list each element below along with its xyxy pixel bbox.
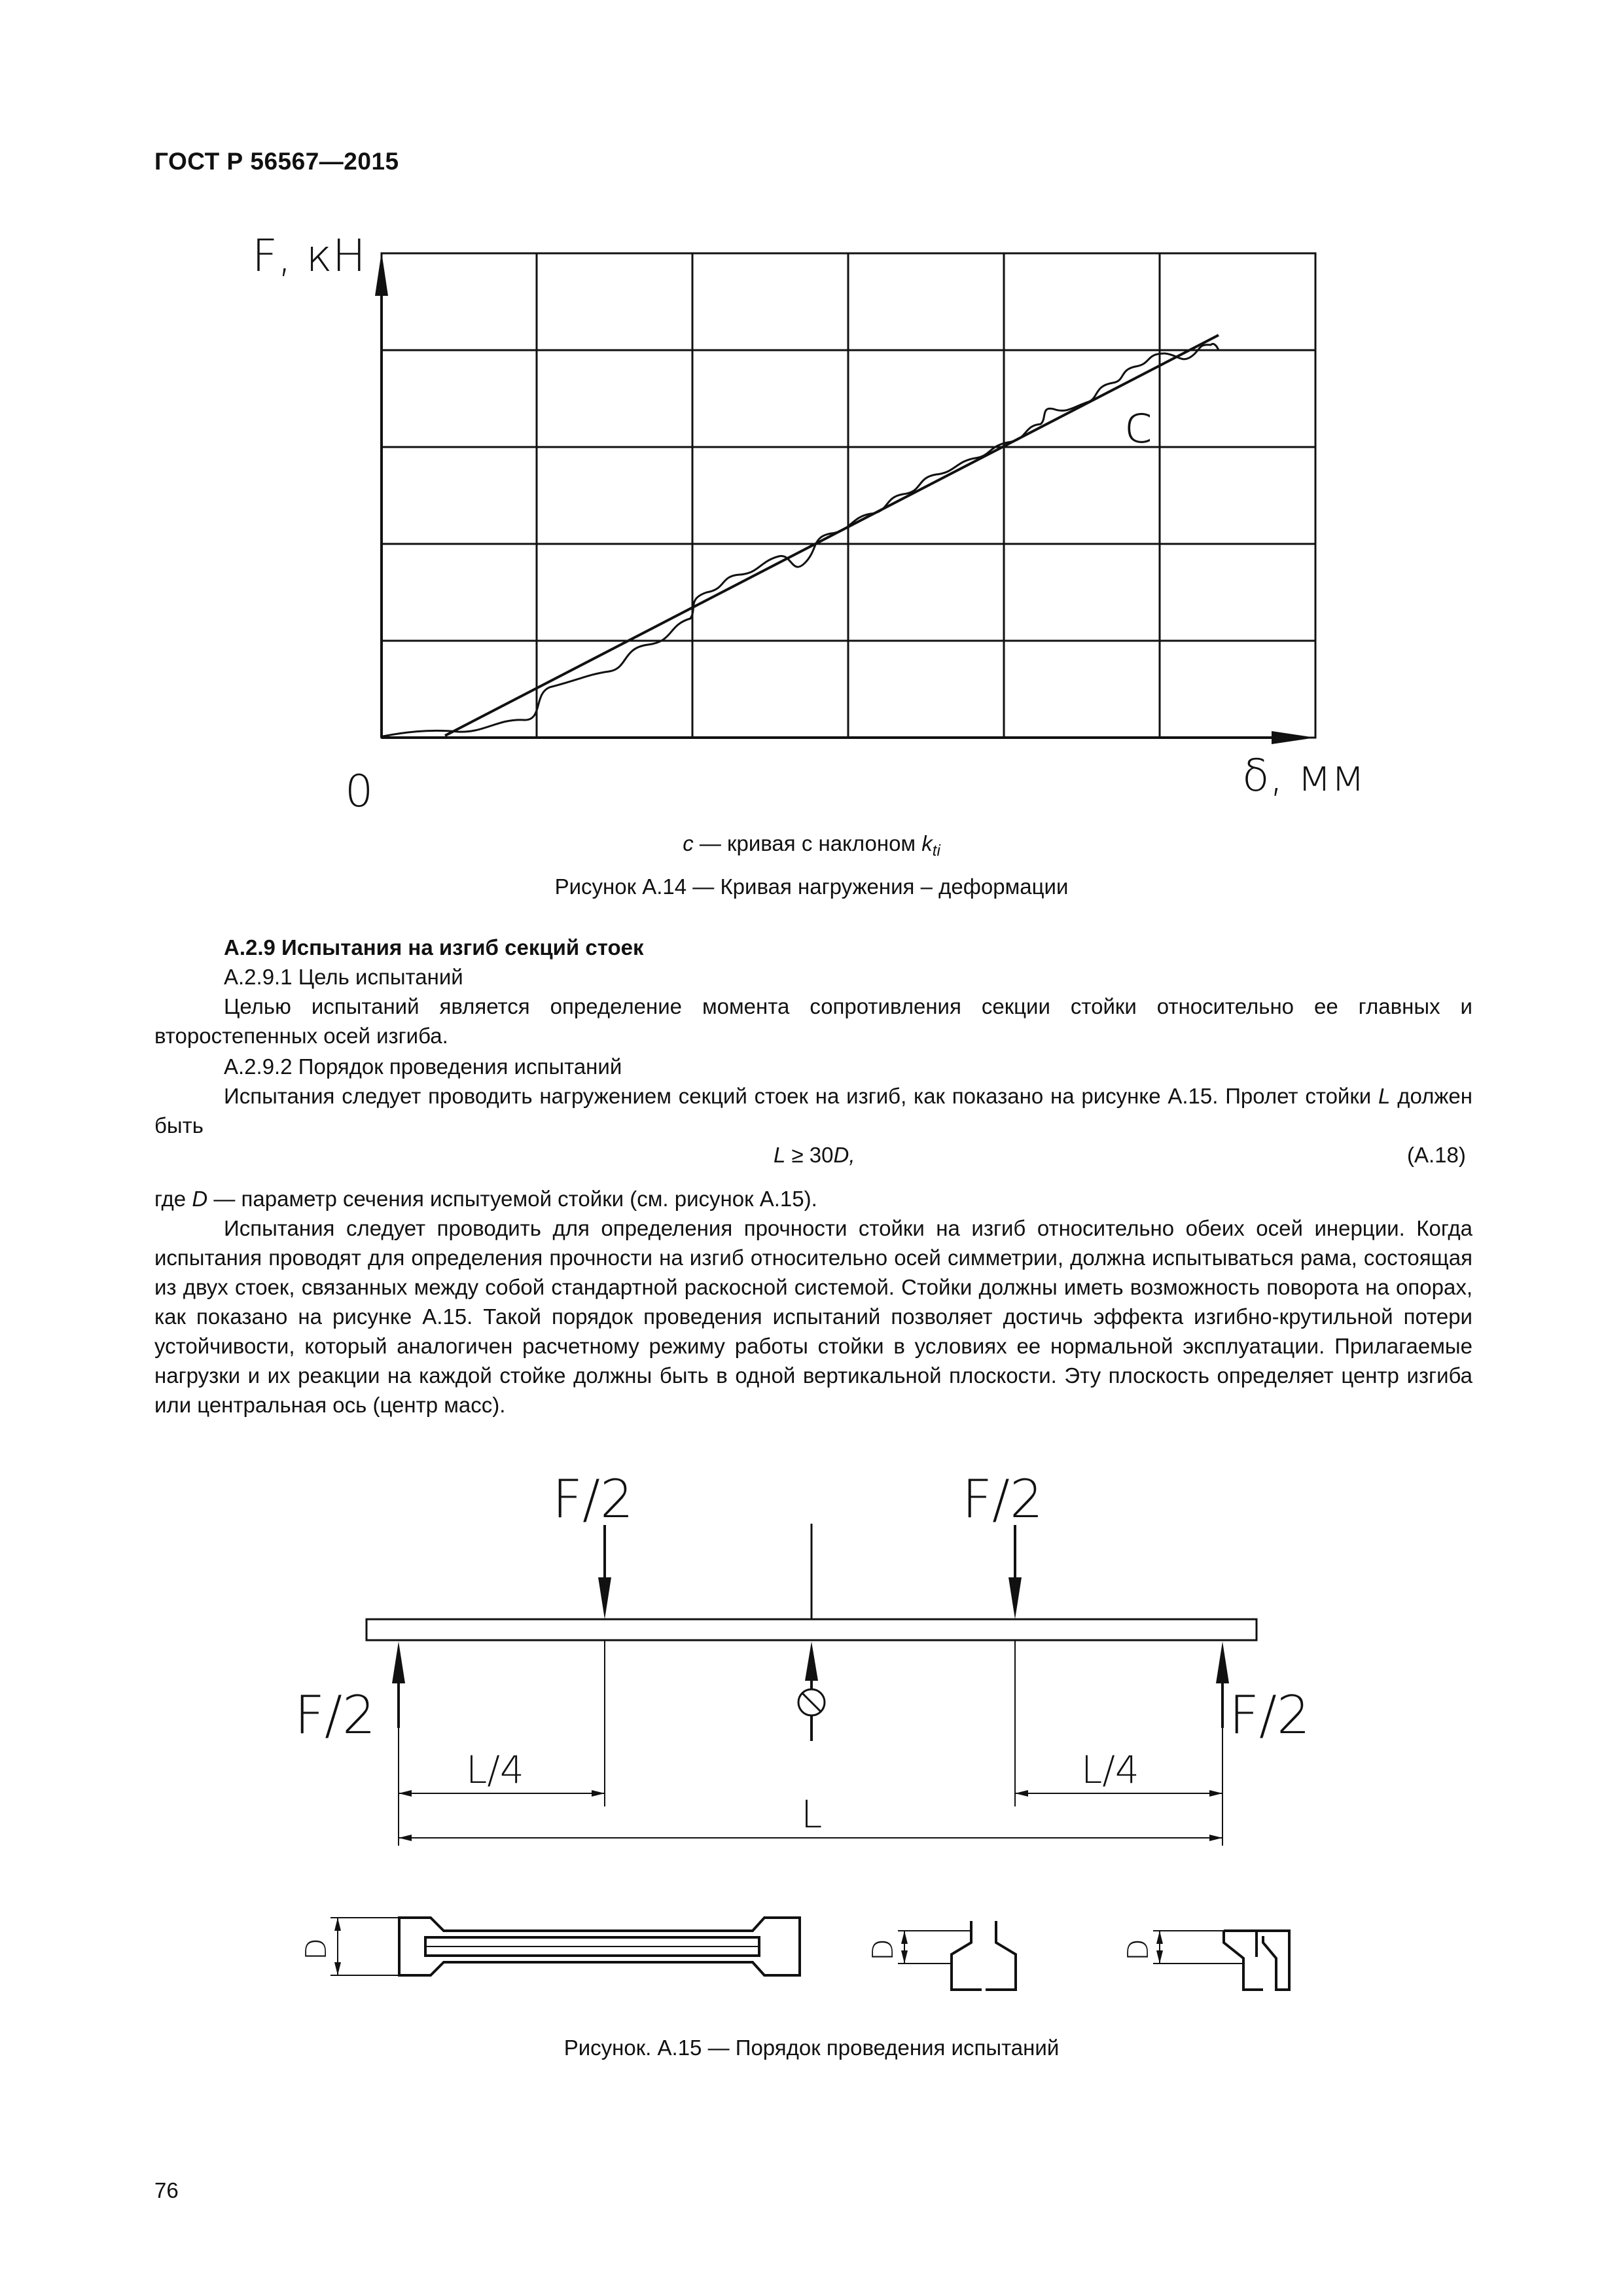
procedure-L: L [1378, 1084, 1391, 1108]
formula-number: (А.18) [1407, 1143, 1466, 1167]
load-label-right: F/2 [962, 1469, 1043, 1530]
figure-a14-graph [0, 0, 1623, 851]
figure-a15-caption: Рисунок. А.15 — Порядок проведения испытаний [563, 2036, 1060, 2060]
paragraph-where [154, 1184, 1472, 1213]
section-heading: А.2.9 Испытания на изгиб секций стоек [224, 935, 644, 960]
graph-grid [382, 253, 1315, 738]
procedure-text-a: Испытания следует проводить нагружением секций стоек на изгиб, как показано на рисунке А.15. Пролет стойки [224, 1084, 1379, 1108]
reaction-arrow-right-head [1216, 1641, 1229, 1683]
paragraph-purpose: Целью испытаний является определение момента сопротивления секции стойки относительно ее главных и второстепенных осей изгиба. [154, 994, 1472, 1048]
page-number: 76 [154, 2178, 179, 2202]
deflection-arrow-head [805, 1641, 818, 1681]
x-axis-arrow [1272, 731, 1315, 744]
load-deformation-curve [383, 344, 1219, 736]
subsection-a2-9-1: А.2.9.1 Цель испытаний [224, 965, 463, 989]
section-profile-1 [399, 1918, 800, 1975]
dial-gauge-icon [798, 1689, 825, 1715]
subsection-a2-9-2: А.2.9.2 Порядок проведения испытаний [224, 1054, 622, 1079]
load-label-left: F/2 [552, 1469, 633, 1530]
section-profile-3 [1224, 1931, 1289, 1990]
where-text-a: где [154, 1187, 192, 1211]
document-header: ГОСТ Р 56567—2015 [154, 148, 399, 175]
load-arrow-right-head [1008, 1577, 1022, 1619]
figure-a14-legend [0, 831, 1623, 861]
figure-a14-caption: Рисунок А.14 — Кривая нагружения – деформации [554, 874, 1069, 899]
dim-label-right: L/4 [1081, 1748, 1139, 1792]
procedure-text-b: должен быть [154, 1084, 1472, 1138]
x-axis-label: δ, мм [1242, 750, 1365, 802]
legend-term: c [683, 831, 694, 855]
formula-rest: ≥ 30 [785, 1143, 834, 1167]
formula-a18 [774, 1140, 855, 1170]
reaction-label-right: F/2 [1229, 1685, 1310, 1746]
legend-sub: ti [932, 842, 940, 860]
beam [366, 1619, 1257, 1640]
origin-label: 0 [345, 766, 374, 817]
legend-text: — кривая с наклоном [693, 831, 922, 855]
dim-label-total: L [801, 1792, 823, 1837]
dim-label-left: L/4 [466, 1748, 524, 1792]
paragraph-testing: Испытания следует проводить для определения прочности стойки на изгиб относительно обеих осей инерции. Когда испытания проводят для определения прочности на изгиб относительно осей симметрии, должна испытываться рама, состоящая из двух стоек, связанных между собой стандартной раскосной системой. Стойки должны иметь возможность поворота на опорах, как показано на рисунке А.15. Такой порядок проведения испытаний позволяет достичь эффекта изгибно-крутильной потери устойчивости, который аналогичен расчетному режиму работы стойки в условиях ее нормальной эксплуатации. Прилагаемые нагрузки и их реакции на каждой стойке должны быть в одной вертикальной плоскости. Эту плоскость определяет центр изгиба или центральная ось (центр масс). [154, 1216, 1472, 1417]
formula-L: L [774, 1143, 786, 1167]
where-text-b: — параметр сечения испытуемой стойки (см. рисунок А.15). [207, 1187, 817, 1211]
slope-line [445, 335, 1219, 736]
formula-D: D, [833, 1143, 855, 1167]
y-axis-arrow [375, 252, 388, 296]
reaction-label-left: F/2 [294, 1685, 376, 1746]
axes [382, 262, 1286, 738]
section-dim-label-3: D [1122, 1939, 1155, 1961]
where-D: D [192, 1187, 208, 1211]
paragraph-procedure [154, 1081, 1472, 1140]
section-profile-2 [952, 1921, 1016, 1990]
y-axis-label: F, кН [252, 230, 366, 282]
curve-label: c [1124, 394, 1153, 455]
reaction-arrow-left-head [392, 1641, 405, 1683]
section-dim-label-1: D [300, 1938, 333, 1960]
load-arrow-left-head [598, 1577, 611, 1619]
legend-k: k [921, 831, 933, 855]
section-dim-label-2: D [866, 1939, 900, 1961]
